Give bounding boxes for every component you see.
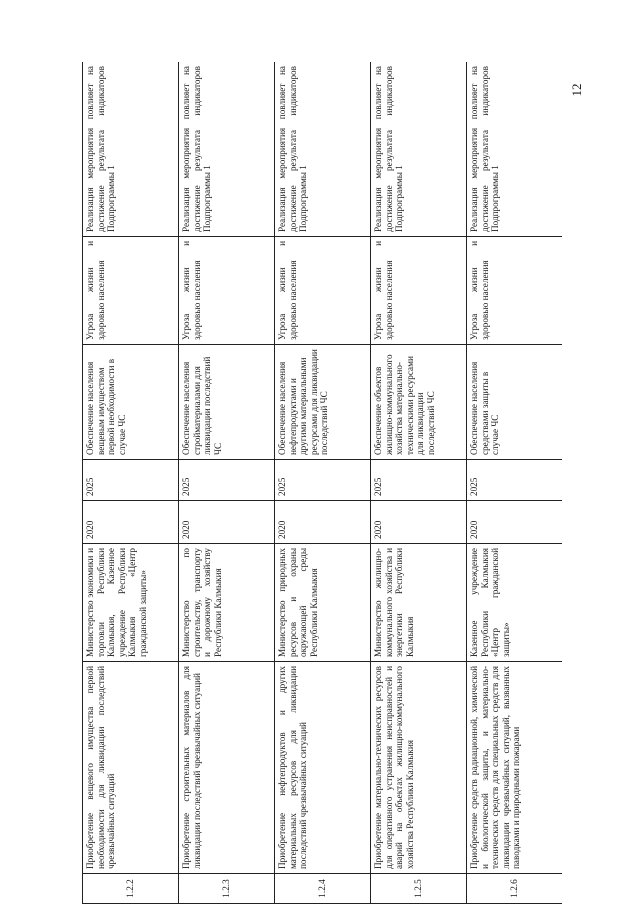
- activity-cell: Приобретение материально-технических ресурсов для оперативного устранения неисправностей и аварий на объектах жилищно-коммунального хозяйства Республики Калмыкия: [371, 662, 467, 874]
- executor-cell: Министерство экономики и торговли Республики Калмыкия, Казенное учреждение Республики Калмыкия «Центр гражданской защиты»: [83, 544, 179, 662]
- page-number: 12: [569, 83, 584, 97]
- executor-cell: Казенное учреждение Республики Калмыкия «Центр гражданской защиты»: [467, 544, 563, 662]
- executor-cell: Министерство природных ресурсов и охраны окружающей среды Республики Калмыкия: [275, 544, 371, 662]
- end-year-cell: 2025: [275, 460, 371, 501]
- risk-cell: Угроза жизни и здоровью населения: [83, 237, 179, 345]
- link-cell: Реализация мероприятия повлияет на достижение результата индикаторов Подпрограммы 1: [371, 62, 467, 237]
- link-cell: Реализация мероприятия повлияет на достижение результата индикаторов Подпрограммы 1: [275, 62, 371, 237]
- result-cell: Обеспечение объектов жилищно-коммунального хозяйства материально-техническими ресурсами для ликвидации последствий ЧС: [371, 345, 467, 460]
- risk-cell: Угроза жизни и здоровью населения: [467, 237, 563, 345]
- activity-cell: Приобретение вещевого имущества первой необходимости для ликвидации последствий чрезвычайных ситуаций: [83, 662, 179, 874]
- link-cell: Реализация мероприятия повлияет на достижение результата индикаторов Подпрограммы 1: [179, 62, 275, 237]
- result-cell: Обеспечение населения вещевым имуществом первой необходимости в случае ЧС: [83, 345, 179, 460]
- executor-cell: Министерство по строительству, транспорту и дорожному хозяйству Республики Калмыкия: [179, 544, 275, 662]
- result-cell: Обеспечение населения стройматериалами для ликвидации последствий ЧС: [179, 345, 275, 460]
- end-year-cell: 2025: [179, 460, 275, 501]
- activities-table: [82, 62, 562, 904]
- result-cell: Обеспечение населения средствами защиты в случае ЧС: [467, 345, 563, 460]
- end-year-cell: 2025: [83, 460, 179, 501]
- table-row: [83, 62, 179, 904]
- start-year-cell: 2020: [371, 501, 467, 544]
- start-year-cell: 2020: [275, 501, 371, 544]
- table-row: [371, 62, 467, 904]
- table-row: [467, 62, 563, 904]
- start-year-cell: 2020: [467, 501, 563, 544]
- row-number: 1.2.5: [371, 874, 467, 904]
- start-year-cell: 2020: [179, 501, 275, 544]
- row-number: 1.2.2: [83, 874, 179, 904]
- row-number: 1.2.4: [275, 874, 371, 904]
- table-row: [179, 62, 275, 904]
- activity-cell: Приобретение строительных материалов для ликвидации последствий чрезвычайных ситуаций: [179, 662, 275, 874]
- executor-cell: Министерство жилищно-коммунального хозяйства и энергетики Республики Калмыкия: [371, 544, 467, 662]
- row-number: 1.2.3: [179, 874, 275, 904]
- table-row: [275, 62, 371, 904]
- rotated-table-container: [82, 62, 562, 904]
- risk-cell: Угроза жизни и здоровью населения: [179, 237, 275, 345]
- row-number: 1.2.6: [467, 874, 563, 904]
- activity-cell: Приобретение нефтепродуктов и других материальных ресурсов для ликвидации последствий чрезвычайных ситуаций: [275, 662, 371, 874]
- risk-cell: Угроза жизни и здоровью населения: [275, 237, 371, 345]
- start-year-cell: 2020: [83, 501, 179, 544]
- link-cell: Реализация мероприятия повлияет на достижение результата индикаторов Подпрограммы 1: [83, 62, 179, 237]
- link-cell: Реализация мероприятия повлияет на достижение результата индикаторов Подпрограммы 1: [467, 62, 563, 237]
- risk-cell: Угроза жизни и здоровью населения: [371, 237, 467, 345]
- end-year-cell: 2025: [371, 460, 467, 501]
- activity-cell: Приобретение средств радиационной, химической и биологической защиты, и материально-технических средств для специальных средств для ликвидации чрезвычайных ситуаций, вызванных паводками и природными пожарами: [467, 662, 563, 874]
- table-viewport: [82, 62, 562, 904]
- end-year-cell: 2025: [467, 460, 563, 501]
- result-cell: Обеспечение населения нефтепродуктами и другими материальными ресурсами для ликвидации последствий ЧС: [275, 345, 371, 460]
